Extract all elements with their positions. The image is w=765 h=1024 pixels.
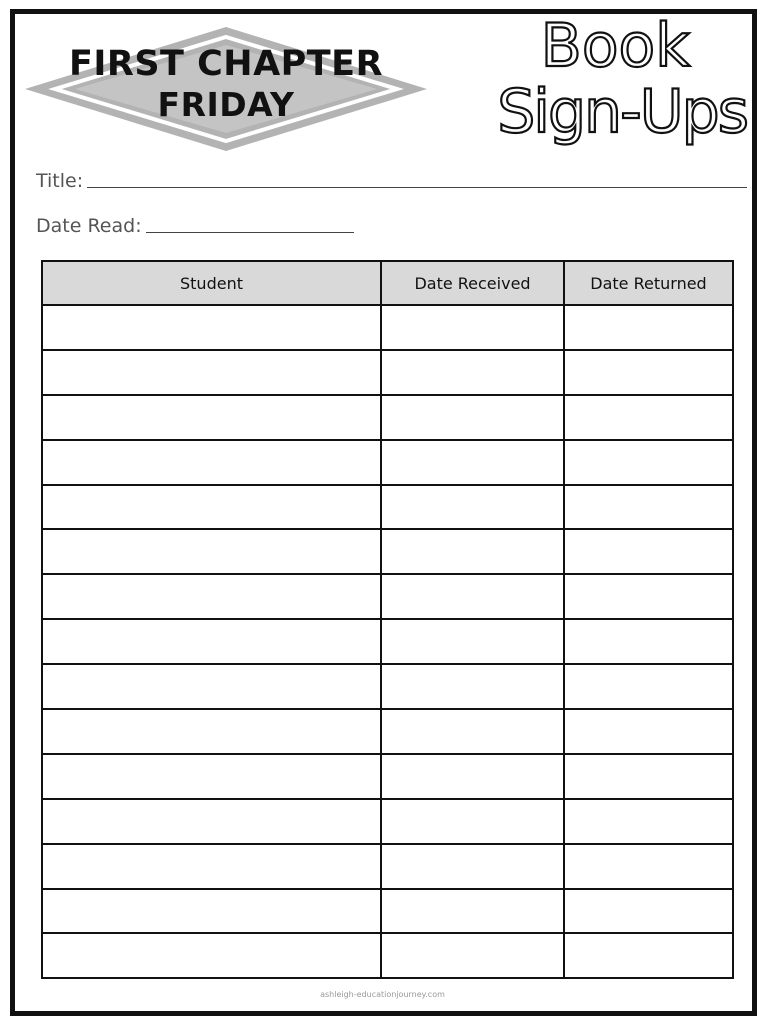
table-row <box>42 664 733 709</box>
date-read-write-line[interactable] <box>146 231 354 233</box>
table-row <box>42 574 733 619</box>
date-received-cell[interactable] <box>381 619 564 664</box>
student-cell[interactable] <box>42 844 381 889</box>
date-received-cell[interactable] <box>381 754 564 799</box>
date-received-cell[interactable] <box>381 889 564 934</box>
banner-title-line-2: FRIDAY <box>157 85 295 124</box>
student-cell[interactable] <box>42 574 381 619</box>
title-field <box>36 170 747 192</box>
table-row <box>42 754 733 799</box>
date-returned-cell[interactable] <box>564 754 733 799</box>
date-received-cell[interactable] <box>381 305 564 350</box>
title-label: Title: <box>36 170 84 192</box>
table-row <box>42 844 733 889</box>
student-cell[interactable] <box>42 889 381 934</box>
table-row <box>42 305 733 350</box>
date-returned-cell[interactable] <box>564 889 733 934</box>
table-row <box>42 529 733 574</box>
student-cell[interactable] <box>42 799 381 844</box>
title-write-line[interactable] <box>87 186 747 188</box>
date-read-field <box>36 215 354 237</box>
student-cell[interactable] <box>42 395 381 440</box>
table-body <box>42 305 733 978</box>
table-row <box>42 709 733 754</box>
table-row <box>42 350 733 395</box>
date-returned-cell[interactable] <box>564 844 733 889</box>
date-received-cell[interactable] <box>381 529 564 574</box>
date-received-cell[interactable] <box>381 395 564 440</box>
date-returned-cell[interactable] <box>564 799 733 844</box>
student-cell[interactable] <box>42 485 381 530</box>
table-row <box>42 440 733 485</box>
column-header-student: Student <box>42 261 381 305</box>
signup-table-container <box>41 260 734 979</box>
date-read-label: Date Read: <box>36 215 142 237</box>
date-received-cell[interactable] <box>381 799 564 844</box>
date-returned-cell[interactable] <box>564 395 733 440</box>
student-cell[interactable] <box>42 350 381 395</box>
date-returned-cell[interactable] <box>564 440 733 485</box>
date-received-cell[interactable] <box>381 574 564 619</box>
date-returned-cell[interactable] <box>564 350 733 395</box>
date-received-cell[interactable] <box>381 485 564 530</box>
table-row <box>42 933 733 978</box>
date-received-cell[interactable] <box>381 350 564 395</box>
date-returned-cell[interactable] <box>564 664 733 709</box>
table-row <box>42 395 733 440</box>
student-cell[interactable] <box>42 305 381 350</box>
footer-credit: ashleigh-educationjourney.com <box>320 990 445 999</box>
table-row <box>42 619 733 664</box>
student-cell[interactable] <box>42 619 381 664</box>
student-cell[interactable] <box>42 933 381 978</box>
column-header-date-returned: Date Returned <box>564 261 733 305</box>
table-row <box>42 889 733 934</box>
date-returned-cell[interactable] <box>564 529 733 574</box>
date-received-cell[interactable] <box>381 933 564 978</box>
date-returned-cell[interactable] <box>564 485 733 530</box>
date-returned-cell[interactable] <box>564 574 733 619</box>
date-returned-cell[interactable] <box>564 709 733 754</box>
column-header-date-received: Date Received <box>381 261 564 305</box>
first-chapter-friday-banner <box>25 27 427 151</box>
date-returned-cell[interactable] <box>564 305 733 350</box>
date-returned-cell[interactable] <box>564 619 733 664</box>
student-cell[interactable] <box>42 709 381 754</box>
signup-table <box>41 260 734 979</box>
table-row <box>42 799 733 844</box>
table-row <box>42 485 733 530</box>
heading-sign-ups: Sign-Ups <box>497 77 747 147</box>
date-received-cell[interactable] <box>381 709 564 754</box>
student-cell[interactable] <box>42 440 381 485</box>
student-cell[interactable] <box>42 754 381 799</box>
table-header-row <box>42 261 733 305</box>
date-received-cell[interactable] <box>381 844 564 889</box>
heading-book: Book <box>540 11 690 81</box>
banner-title-line-1: FIRST CHAPTER <box>68 44 384 84</box>
date-returned-cell[interactable] <box>564 933 733 978</box>
date-received-cell[interactable] <box>381 440 564 485</box>
student-cell[interactable] <box>42 529 381 574</box>
student-cell[interactable] <box>42 664 381 709</box>
date-received-cell[interactable] <box>381 664 564 709</box>
